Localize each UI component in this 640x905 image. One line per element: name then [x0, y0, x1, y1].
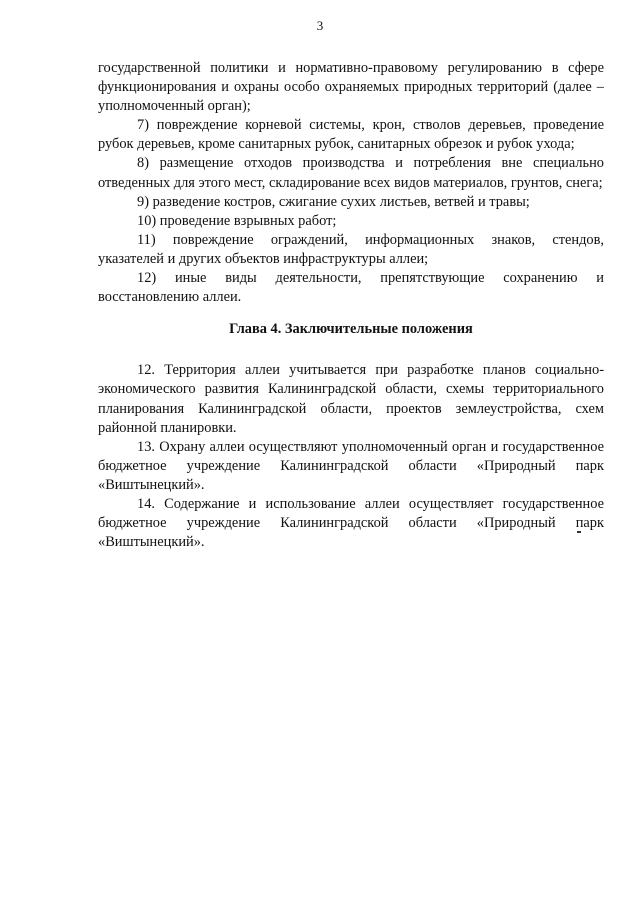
section-14: 14. Содержание и использование аллеи осуществляет государственное бюджетное учреждение Калининградской области «Природный парк «Виштынецкий».: [98, 495, 604, 551]
section-12: 12. Территория аллеи учитывается при разработке планов социально-экономического развития Калининградской области, схемы территориального планирования Калининградской области, проектов землеустройства, схем районной планировки.: [98, 362, 604, 436]
list-item-11: 11) повреждение ограждений, информационных знаков, стендов, указателей и других объектов инфраструктуры аллеи;: [98, 231, 604, 267]
section-13: 13. Охрану аллеи осуществляют уполномоченный орган и государственное бюджетное учреждение Калининградской области «Природный парк «Виштынецкий».: [98, 438, 604, 493]
paragraph-continuation: государственной политики и нормативно-правовому регулированию в сфере функционирования и охраны особо охраняемых природных территорий (далее – уполномоченный орган);: [98, 60, 604, 115]
chapter-heading: Глава 4. Заключительные положения: [229, 321, 473, 338]
list-item-12: 12) иные виды деятельности, препятствующие сохранению и восстановлению аллеи.: [98, 270, 604, 306]
page-number: 3: [316, 18, 324, 33]
list-item-8: 8) размещение отходов производства и потребления вне специально отведенных для этого мест, складирование всех видов материалов, грунтов, снега;: [98, 155, 604, 191]
list-item-7: 7) повреждение корневой системы, крон, стволов деревьев, проведение рубок деревьев, кроме санитарных рубок, санитарных обрезок и рубок ухода;: [98, 117, 604, 153]
list-item-10: 10) проведение взрывных работ;: [137, 212, 337, 229]
scan-mark: [577, 531, 581, 533]
document-body: [98, 59, 604, 552]
list-item-9: 9) разведение костров, сжигание сухих листьев, ветвей и травы;: [137, 193, 530, 210]
